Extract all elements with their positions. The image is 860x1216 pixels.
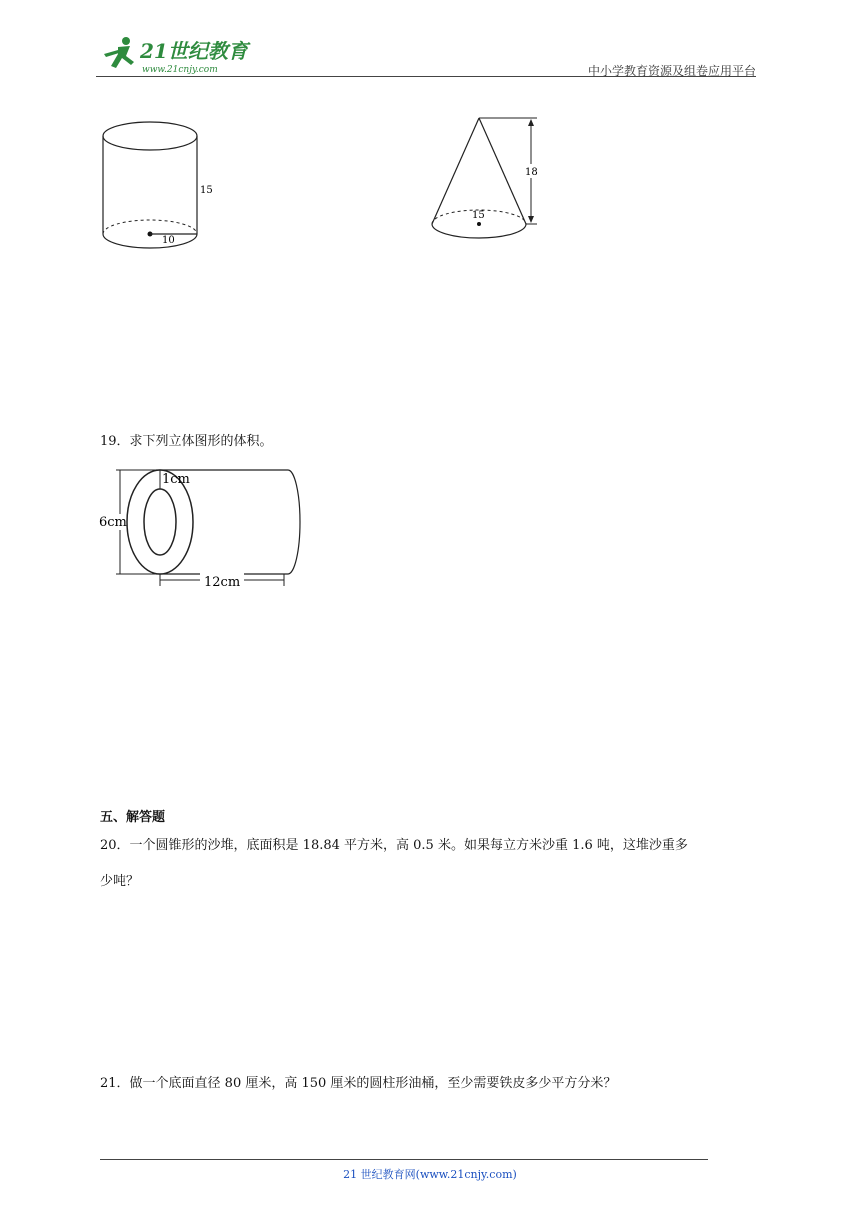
tube-diameter-label: 6cm	[99, 515, 127, 530]
footer-text[interactable]: 21 世纪教育网(www.21cnjy.com)	[343, 1168, 517, 1181]
cone-radius-label: 15	[472, 210, 485, 221]
question-19: 19．求下列立体图形的体积。	[100, 434, 273, 449]
header-platform-text: 中小学教育资源及组卷应用平台	[587, 64, 756, 78]
header-divider	[96, 76, 756, 77]
tube-length-label: 12cm	[204, 575, 241, 590]
question-20-line-2: 少吨？	[100, 874, 140, 889]
cone-height-label: 18	[525, 167, 538, 178]
cone-figure	[425, 112, 555, 244]
site-logo	[96, 34, 256, 76]
cylinder-height-label: 15	[200, 185, 213, 196]
runner-icon	[104, 37, 134, 68]
tube-wall-label: 1cm	[162, 472, 190, 487]
question-21: 21．做一个底面直径 80 厘米，高 150 厘米的圆柱形油桶，至少需要铁皮多少平方分米？	[100, 1076, 617, 1091]
logo-url: www.21cnjy.com	[142, 65, 218, 75]
hollow-cylinder-figure	[96, 462, 306, 590]
cylinder-radius-label: 10	[162, 235, 175, 246]
logo-title: 21世纪教育	[140, 39, 248, 63]
question-20-line-1: 20．一个圆锥形的沙堆，底面积是 18.84 平方米，高 0.5 米。如果每立方米沙重 1.6 吨，这堆沙重多	[100, 838, 688, 853]
section-heading-5: 五、解答题	[100, 810, 166, 825]
cylinder-figure	[96, 112, 216, 252]
footer-divider	[100, 1159, 708, 1160]
